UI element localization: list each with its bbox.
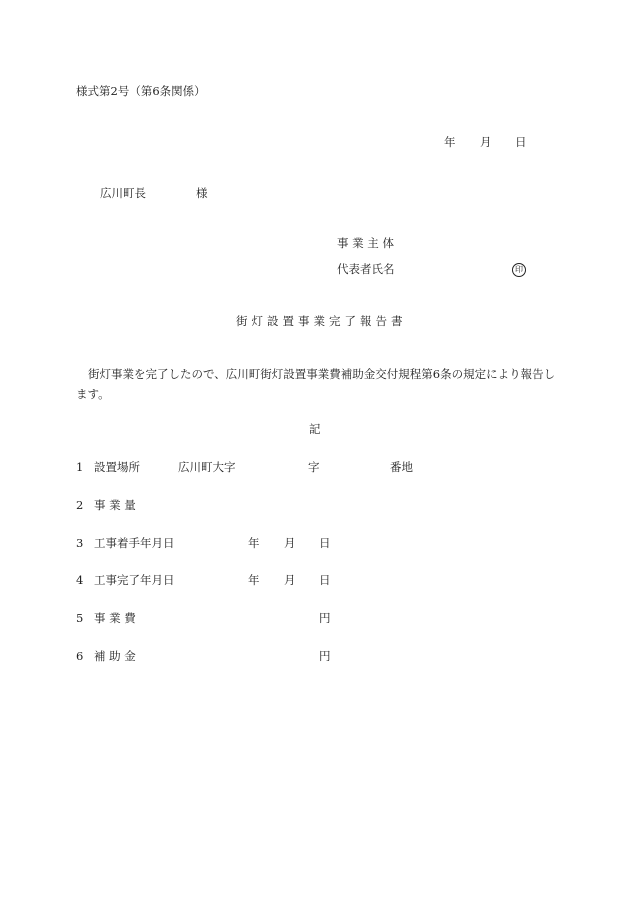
addressee-name: 広川町長 [100, 186, 146, 200]
item-number: 1 [76, 460, 84, 474]
addressee-honorific: 様 [196, 186, 208, 200]
document-title: 街灯設置事業完了報告書 [236, 314, 407, 328]
form-number-label: 様式第2号（第6条関係） [76, 84, 206, 98]
item-number: 6 [76, 649, 84, 663]
seal-icon: 印 [512, 263, 526, 277]
year-label: 年 [248, 536, 260, 550]
yen-unit-label: 円 [319, 649, 331, 663]
date-day-label: 日 [515, 135, 527, 149]
business-entity-label: 事 業 主 体 [337, 236, 394, 250]
item-number: 2 [76, 498, 84, 512]
aza-label: 字 [308, 460, 320, 474]
town-label: 広川町大字 [178, 460, 236, 474]
item-number: 3 [76, 536, 84, 550]
item-label: 事 業 費 [94, 611, 136, 625]
item-label: 工事着手年月日 [94, 536, 175, 550]
item-label: 補 助 金 [94, 649, 136, 663]
date-month-label: 月 [480, 135, 492, 149]
banchi-label: 番地 [390, 460, 413, 474]
body-paragraph: 街灯事業を完了したので、広川町街灯設置事業費補助金交付規程第6条の規定により報告します。 [76, 367, 556, 401]
month-label: 月 [284, 573, 296, 587]
record-label: 記 [309, 422, 321, 436]
date-year-label: 年 [444, 135, 456, 149]
day-label: 日 [319, 573, 331, 587]
day-label: 日 [319, 536, 331, 550]
item-label: 事 業 量 [94, 498, 136, 512]
item-label: 工事完了年月日 [94, 573, 175, 587]
item-number: 5 [76, 611, 84, 625]
yen-unit-label: 円 [319, 611, 331, 625]
representative-name-label: 代表者氏名 [337, 262, 395, 276]
month-label: 月 [284, 536, 296, 550]
item-label: 設置場所 [94, 460, 140, 474]
item-number: 4 [76, 573, 84, 587]
year-label: 年 [248, 573, 260, 587]
